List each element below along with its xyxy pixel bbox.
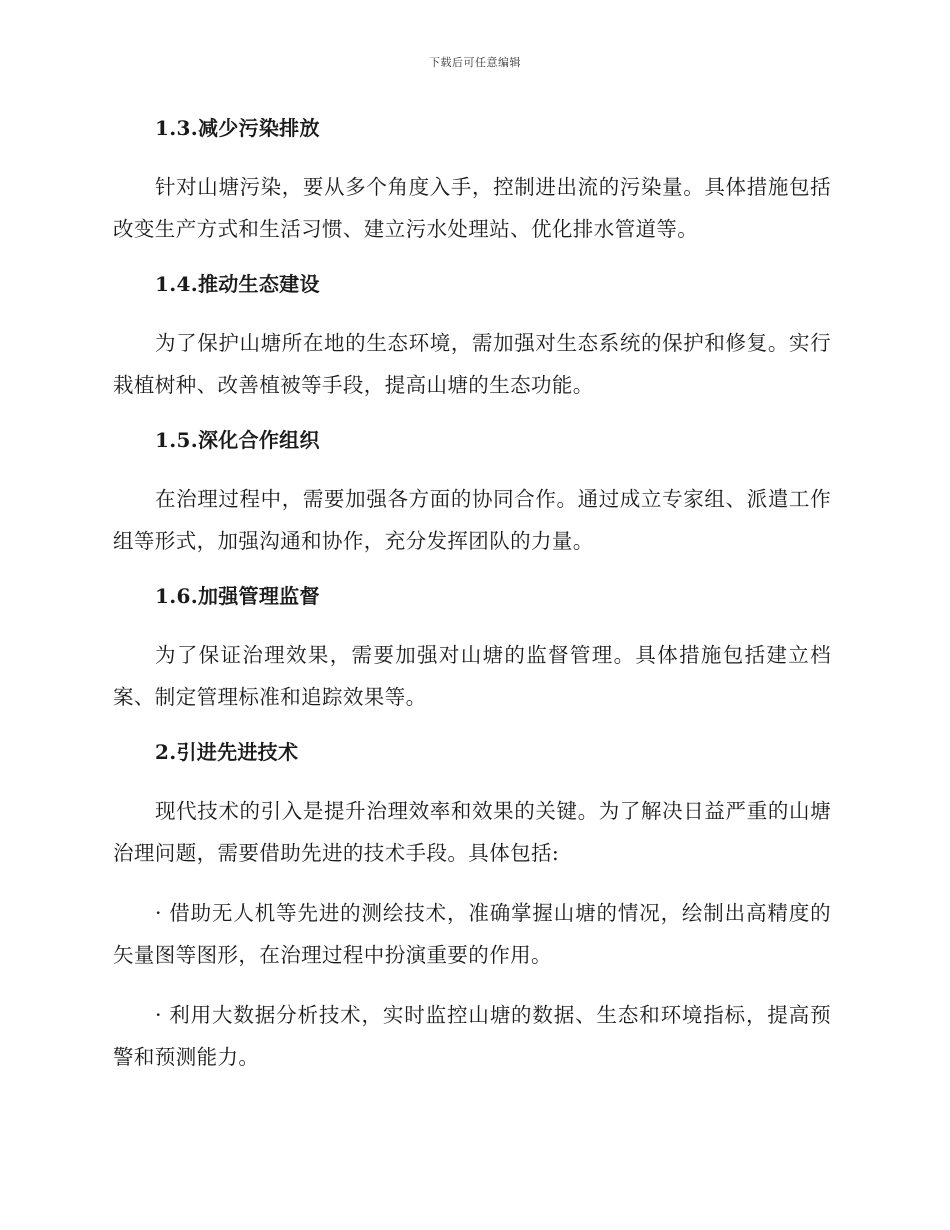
paragraph: 针对山塘污染，要从多个角度入手，控制进出流的污染量。具体措施包括改变生产方式和生活习惯、建立污水处理站、优化排水管道等。 xyxy=(113,175,831,241)
section-heading: 1.5.深化合作组织 xyxy=(155,428,320,452)
paragraph: 为了保证治理效果，需要加强对山塘的监督管理。具体措施包括建立档案、制定管理标准和追踪效果等。 xyxy=(113,643,831,709)
section-heading: 1.3.减少污染排放 xyxy=(155,116,320,140)
bullet-item: · 借助无人机等先进的测绘技术，准确掌握山塘的情况，绘制出高精度的矢量图等图形，在治理过程中扮演重要的作用。 xyxy=(113,901,831,967)
section-ecological-construction xyxy=(113,268,831,406)
section-cooperation xyxy=(113,424,831,562)
page-header-note: 下载后可任意编辑 xyxy=(429,56,521,69)
bullet-item: · 利用大数据分析技术，实时监控山塘的数据、生态和环境指标，提高预警和预测能力。 xyxy=(113,1003,831,1069)
paragraph: 为了保护山塘所在地的生态环境，需加强对生态系统的保护和修复。实行栽植树种、改善植被等手段，提高山塘的生态功能。 xyxy=(113,331,831,397)
section-heading: 2.引进先进技术 xyxy=(155,740,299,764)
section-heading: 1.6.加强管理监督 xyxy=(155,584,320,608)
section-management-supervision xyxy=(113,580,831,718)
paragraph: 现代技术的引入是提升治理效率和效果的关键。为了解决日益严重的山塘治理问题，需要借助先进的技术手段。具体包括: xyxy=(113,799,831,865)
section-reduce-pollution xyxy=(113,112,831,250)
document-body xyxy=(113,112,831,1096)
section-advanced-technology xyxy=(113,736,831,1078)
paragraph: 在治理过程中，需要加强各方面的协同合作。通过成立专家组、派遣工作组等形式，加强沟通和协作，充分发挥团队的力量。 xyxy=(113,487,831,553)
section-heading: 1.4.推动生态建设 xyxy=(155,272,320,296)
